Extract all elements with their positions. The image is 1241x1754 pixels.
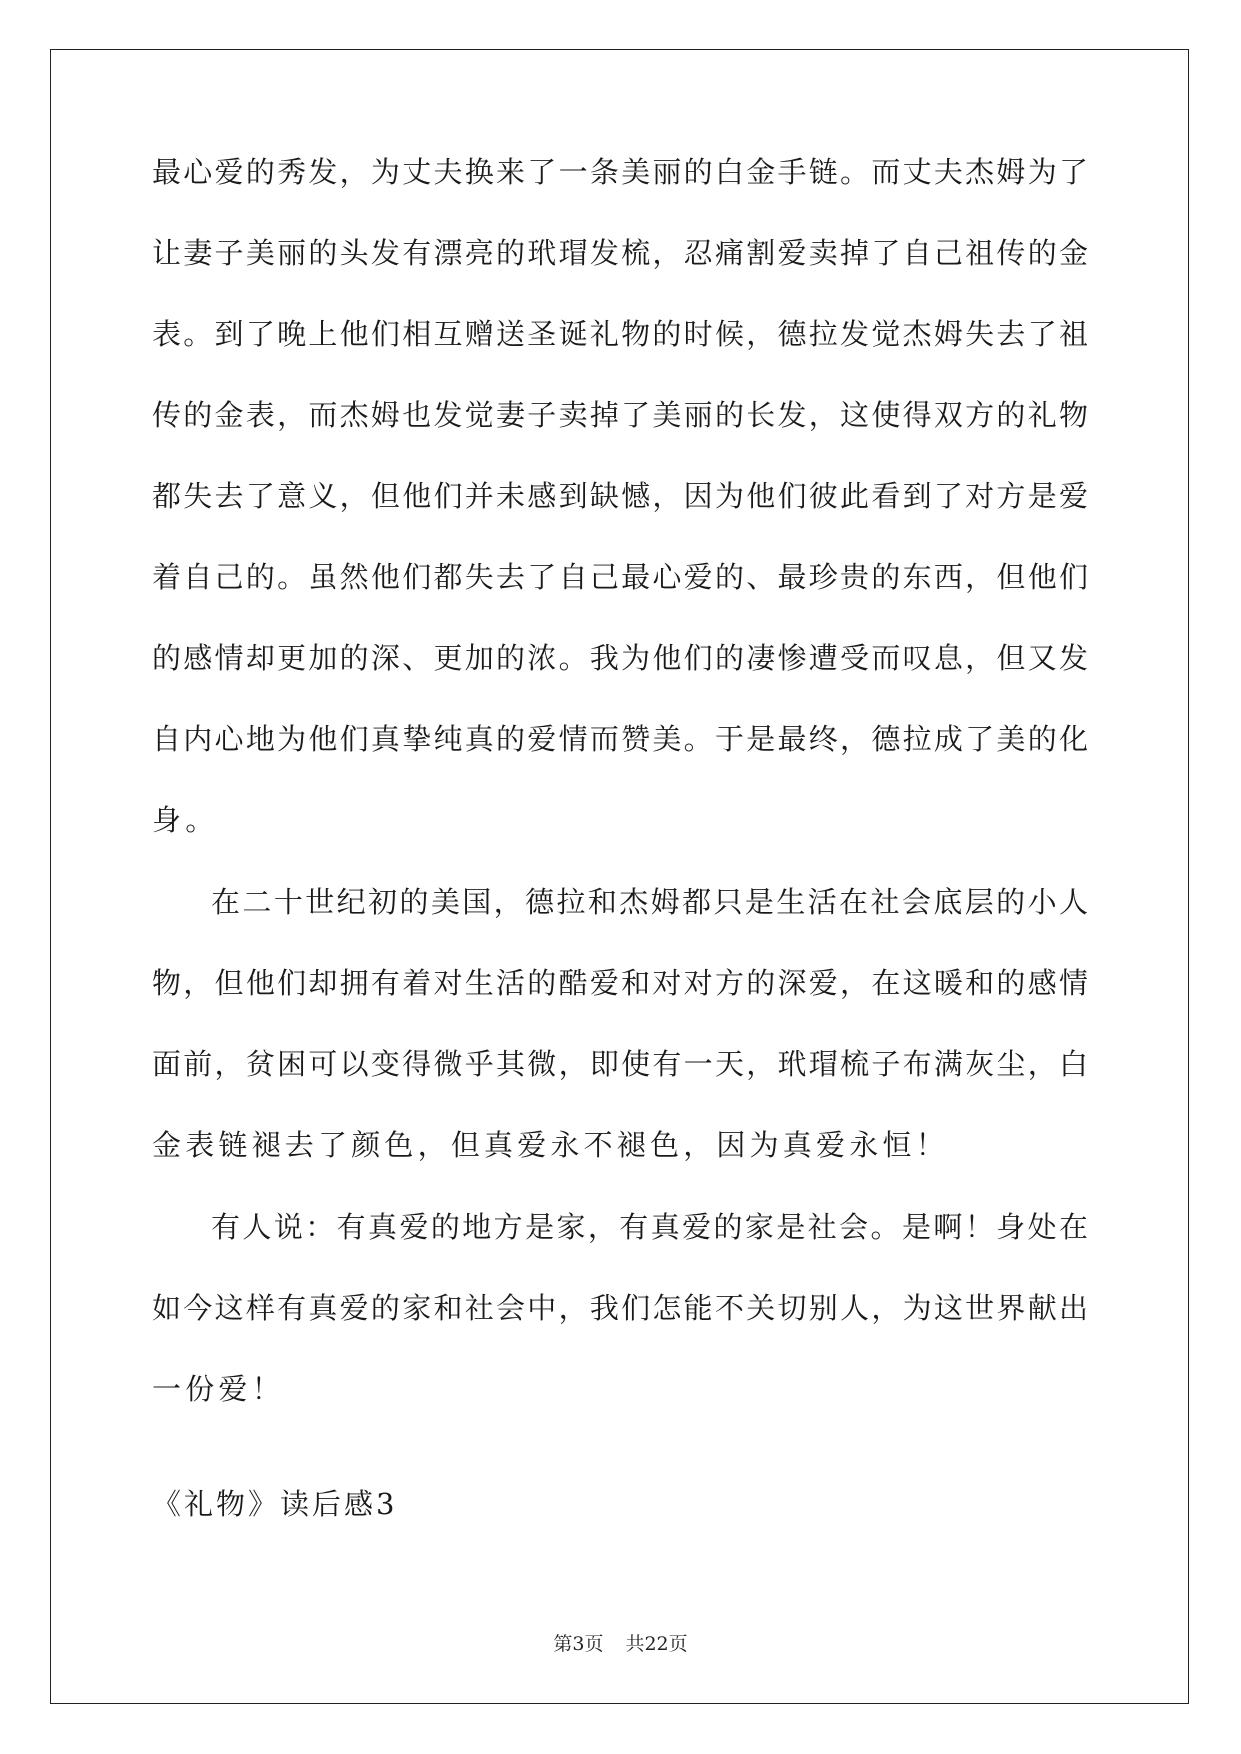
paragraph-3-line-1: 有人说：有真爱的地方是家，有真爱的家是社会。是啊！身处在 [211, 1210, 1088, 1244]
paragraph-1-line-4: 传的金表，而杰姆也发觉妻子卖掉了美丽的长发，这使得双方的礼物 [152, 398, 1088, 432]
paragraph-1-line-2: 让妻子美丽的头发有漂亮的玳瑁发梳，忍痛割爱卖掉了自己祖传的金 [152, 236, 1088, 270]
paragraph-2-line-1: 在二十世纪初的美国，德拉和杰姆都只是生活在社会底层的小人 [211, 885, 1088, 919]
paragraph-2-line-4: 金表链褪去了颜色，但真爱永不褪色，因为真爱永恒！ [152, 1128, 949, 1162]
paragraph-3-line-2: 如今这样有真爱的家和社会中，我们怎能不关切别人，为这世界献出 [152, 1291, 1088, 1325]
section-heading: 《礼物》读后感3 [152, 1487, 398, 1521]
total-pages: 共22页 [625, 1633, 688, 1655]
paragraph-1-line-7: 的感情却更加的深、更加的浓。我为他们的凄惨遭受而叹息，但又发 [152, 641, 1088, 675]
paragraph-1-line-3: 表。到了晚上他们相互赠送圣诞礼物的时候，德拉发觉杰姆失去了祖 [152, 317, 1088, 351]
page-border [50, 49, 1189, 1704]
page-footer [0, 1630, 1241, 1658]
page-number: 第3页 [553, 1633, 604, 1655]
paragraph-1-line-6: 着自己的。虽然他们都失去了自己最心爱的、最珍贵的东西，但他们 [152, 560, 1088, 594]
paragraph-1-line-9: 身。 [152, 803, 219, 837]
paragraph-3-line-3: 一份爱！ [152, 1372, 285, 1406]
paragraph-2-line-3: 面前，贫困可以变得微乎其微，即使有一天，玳瑁梳子布满灰尘，白 [152, 1047, 1088, 1081]
paragraph-1-line-5: 都失去了意义，但他们并未感到缺憾，因为他们彼此看到了对方是爱 [152, 479, 1088, 513]
paragraph-1-line-1: 最心爱的秀发，为丈夫换来了一条美丽的白金手链。而丈夫杰姆为了 [152, 155, 1088, 189]
paragraph-1-line-8: 自内心地为他们真挚纯真的爱情而赞美。于是最终，德拉成了美的化 [152, 722, 1088, 756]
paragraph-2-line-2: 物，但他们却拥有着对生活的酷爱和对对方的深爱，在这暖和的感情 [152, 966, 1088, 1000]
